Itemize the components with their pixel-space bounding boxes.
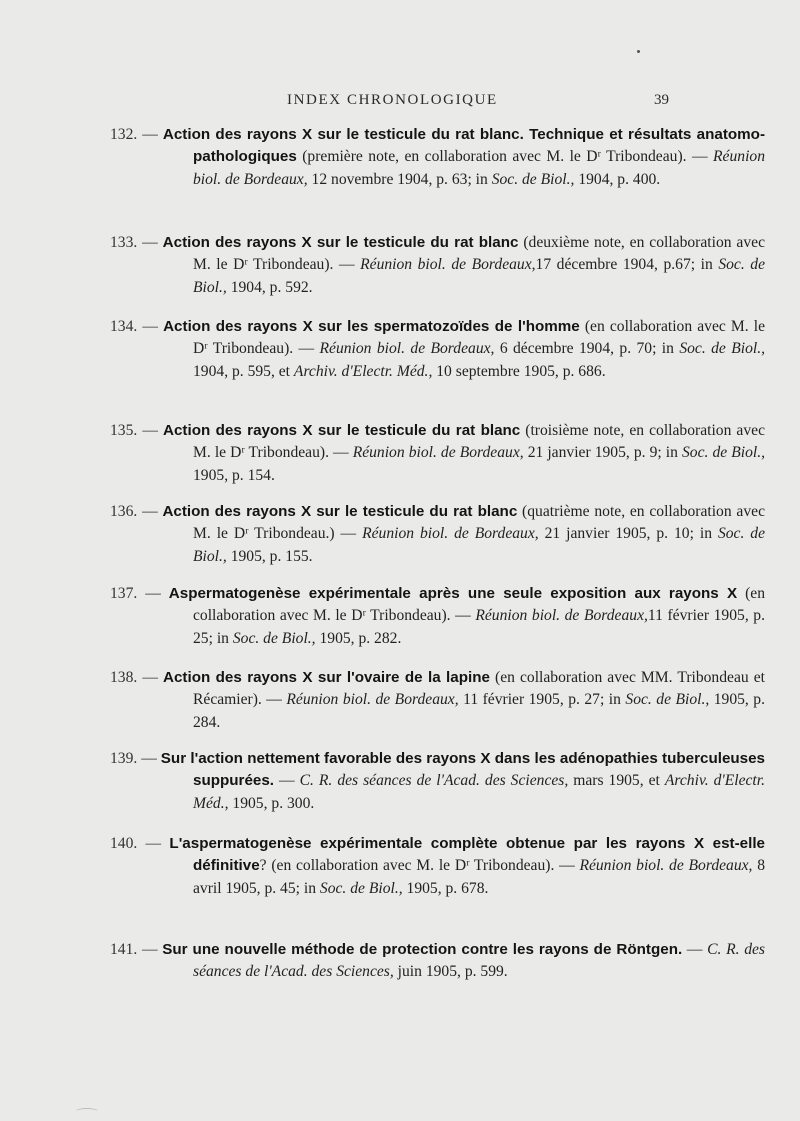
entry-text: 6 décembre 1904, p. 70; in (494, 340, 680, 358)
entry-citation: Archiv. d'Electr. Méd., (193, 772, 765, 812)
entry-number: 141. — (110, 941, 158, 958)
index-entry-137 (110, 583, 765, 650)
entry-text: 1904, p. 592. (226, 278, 313, 296)
index-entry-139 (110, 748, 765, 815)
entry-title: Sur l'action nettement favorable des rayons X dans les adénopathies tuberculeuses suppurées. (160, 750, 766, 790)
entry-citation: Soc. de Biol., (319, 879, 403, 897)
entry-title: Action des rayons X sur le testicule du rat blanc (162, 234, 519, 251)
entry-title: Aspermatogenèse expérimentale après une seule exposition aux rayons X (168, 585, 738, 602)
entry-text: 1904, p. 400. (574, 170, 661, 188)
entry-text: (en collaboration avec M. le Dʳ Tribondeau). — (193, 318, 766, 358)
entry-number: 134. — (110, 318, 158, 335)
entry-text: (en collaboration avec M. le Dʳ Tribondeau). — (193, 585, 765, 625)
entry-text: 11 février 1905, p. 25; in (193, 607, 765, 647)
entry-number: 133. — (110, 234, 158, 251)
entry-text: — (274, 772, 300, 790)
entry-citation: Réunion biol. de Bordeaux, (193, 148, 765, 188)
entry-number: 140. — (110, 835, 162, 852)
entry-citation: Soc. de Biol., (491, 170, 575, 188)
entry-text: mars 1905, et (568, 772, 665, 790)
entry-citation: C. R. des séances de l'Acad. des Sciences, (299, 772, 569, 790)
page-smudge (76, 1108, 98, 1115)
entry-citation: C. R. des séances de l'Acad. des Sciences, (193, 941, 765, 981)
index-entry-136 (110, 501, 765, 568)
entry-citation: Soc. de Biol., (681, 444, 765, 462)
entry-citation: Soc. de Biol., (232, 629, 316, 647)
index-entry-135 (110, 420, 765, 487)
entry-text: 1905, p. 282. (315, 629, 402, 647)
entry-title: Action des rayons X sur les spermatozoïdes de l'homme (163, 318, 580, 335)
entry-text: 17 décembre 1904, p.67; in (535, 256, 719, 274)
entry-text: 11 février 1905, p. 27; in (458, 691, 626, 709)
entry-number: 137. — (110, 585, 161, 602)
page-number: 39 (654, 92, 669, 108)
entry-citation: Soc. de Biol., (625, 691, 710, 709)
entry-text: 1905, p. 155. (226, 547, 313, 565)
entry-text: (troisième note, en collaboration avec M. le Dʳ Tribondeau). — (193, 422, 765, 462)
entry-citation: Réunion biol. de Bordeaux, (319, 340, 495, 358)
entry-text: 1904, p. 595, et (193, 362, 294, 380)
entry-citation: Soc. de Biol., (193, 256, 765, 296)
entry-text: (quatrième note, en collaboration avec M. le Dʳ Tribondeau.) — (193, 503, 765, 543)
running-title: INDEX CHRONOLOGIQUE (287, 92, 498, 108)
entry-text: 1905, p. 154. (193, 466, 275, 484)
entry-text: 21 janvier 1905, p. 10; in (538, 525, 718, 543)
speck-mark (637, 50, 640, 53)
entry-citation: Réunion biol. de Bordeaux, (360, 256, 536, 274)
entry-number: 136. — (110, 503, 158, 520)
entry-text: 12 novembre 1904, p. 63; in (307, 170, 492, 188)
entry-title: Sur une nouvelle méthode de protection contre les rayons de Röntgen. (162, 941, 683, 958)
index-entry-140 (110, 833, 765, 900)
entry-title: Action des rayons X sur le testicule du rat blanc (163, 422, 521, 439)
entry-text: 8 avril 1905, p. 45; in (193, 857, 765, 897)
entry-title: L'aspermatogenèse expérimentale complète obtenue par les rayons X est-elle définitive (169, 835, 766, 875)
entry-text: — (682, 941, 708, 958)
entry-title: Action des rayons X sur le testicule du rat blanc. Technique et résultats anatomo-pathologiques (162, 126, 766, 166)
entry-number: 139. — (110, 750, 157, 767)
index-entry-138 (110, 667, 765, 734)
entry-title: Action des rayons X sur le testicule du rat blanc (162, 503, 518, 520)
index-entry-134 (110, 316, 765, 383)
entry-text: 1905, p. 284. (193, 691, 766, 731)
entry-citation: Réunion biol. de Bordeaux, (352, 444, 524, 462)
entry-text: (première note, en collaboration avec M. le Dʳ Tribondeau). — (296, 148, 714, 166)
index-entry-133 (110, 232, 765, 299)
index-entry-132 (110, 124, 765, 191)
entry-citation: Réunion biol. de Bordeaux, (362, 525, 539, 543)
entry-citation: Réunion biol. de Bordeaux, (286, 691, 459, 709)
entry-title: Action des rayons X sur l'ovaire de la lapine (163, 669, 490, 686)
entry-text: 1905, p. 300. (228, 794, 315, 812)
entry-citation: Soc. de Biol., (193, 525, 766, 565)
entry-citation: Archiv. d'Electr. Méd., (293, 362, 433, 380)
entry-text: 10 septembre 1905, p. 686. (432, 362, 606, 380)
entry-citation: Réunion biol. de Bordeaux, (579, 857, 753, 875)
entry-text: (deuxième note, en collaboration avec M. le Dʳ Tribondeau). — (193, 234, 765, 274)
entry-number: 138. — (110, 669, 158, 686)
entry-number: 132. — (110, 126, 158, 143)
index-entry-141 (110, 939, 765, 984)
entry-text: 21 janvier 1905, p. 9; in (523, 444, 682, 462)
entry-text: 1905, p. 678. (402, 879, 489, 897)
entry-text: juin 1905, p. 599. (393, 963, 508, 981)
entry-number: 135. — (110, 422, 158, 439)
entry-citation: Soc. de Biol., (679, 340, 765, 358)
entry-citation: Réunion biol. de Bordeaux, (475, 607, 648, 625)
entry-text: (en collaboration avec MM. Tribondeau et Récamier). — (193, 669, 765, 709)
running-header (0, 92, 800, 116)
entry-text: ? (en collaboration avec M. le Dʳ Tribondeau). — (259, 857, 580, 875)
